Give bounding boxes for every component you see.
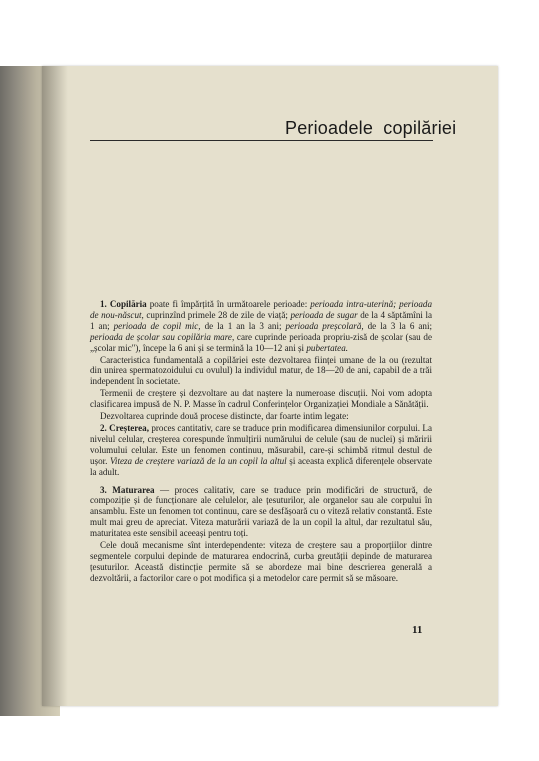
paragraph-dezvoltarea: Dezvoltarea cuprinde două procese distincte, dar foarte intim legate:: [100, 411, 349, 422]
emphasis-text: perioada de copil mic,: [113, 320, 201, 331]
page-number: 11: [412, 624, 423, 636]
paragraph-text: — proces calitativ, care se traduce prin modificări de structură, de compoziție și de funcționare ale celulelor, ale țesuturilor, ale organelor sau ale corpului în ansamblu. Este un fenomen tot continuu, care se desfășoară cu o viteză relativ constantă. Este mult mai greu de apreciat. Viteza maturării variază de la un copil la altul, dar rezultatul său, maturitatea este sensibil aceeași pentru toți.: [90, 484, 432, 539]
emphasis-text: perioada preșcolară,: [285, 320, 364, 331]
paragraph-mecanisme: Cele două mecanisme sînt interdependente: viteza de creștere sau a proporțiilor dintre segmentele corpului depinde de maturarea endocrină, curba greutății depinde de maturarea țesuturilor. Această distincție permite să se abordeze mai bine descrierea generală a dezvoltării, a factorilor care o pot modifica și a metodelor care permit să se măsoare.: [90, 540, 432, 583]
paragraph-text: poate fi împărțită în următoarele perioade:: [146, 299, 311, 309]
paragraph-text: de la 3 la 6 ani;: [363, 320, 432, 331]
paragraph-text: de la 4 săptămîni la 1 an;: [90, 309, 433, 331]
paragraph-text: și aceasta explică diferențele observate la adult.: [90, 455, 432, 477]
emphasis-text: pubertatea.: [306, 342, 349, 353]
section-heading: 1. Copilăria: [100, 299, 147, 309]
paragraph-maturarea: [90, 485, 432, 540]
paragraph-text: care cuprinde perioada propriu-zisă de școlar (sau de „școlar mic"), începe la 6 ani și se termină la 10—12 ani și: [90, 331, 432, 353]
title-underline: [90, 140, 433, 141]
paragraph-termenii: Termenii de creștere și dezvoltare au dat naștere la numeroase discuții. Noi vom adopta clasificarea impusă de N. P. Masse în cadrul Conferințelor Organizației Mondiale a Sănătății.: [90, 388, 432, 410]
paragraph-text: de la 1 an la 3 ani;: [200, 320, 286, 331]
page-gutter-shadow: [42, 66, 68, 706]
section-heading: 2. Creșterea,: [100, 422, 149, 433]
body-text: [90, 292, 432, 585]
emphasis-text: Viteza de creștere variază de la un copil la altul: [110, 455, 287, 466]
page-title: Perioadele copilăriei: [285, 118, 457, 138]
section-heading: 3. Maturarea: [100, 484, 155, 495]
paragraph-caracteristica: Caracteristica fundamentală a copilăriei este dezvoltarea ființei umane de la ou (rezultat din unirea spermatozoidului cu ovulul) la individul matur, de 18—20 de ani, capabil de a trăi independent în societate.: [90, 354, 432, 387]
paragraph-copilaria: [90, 299, 432, 354]
emphasis-text: perioada de școlar sau copilăria mare,: [90, 331, 235, 342]
paragraph-text: cuprinzînd primele 28 de zile de viață;: [143, 309, 291, 320]
emphasis-text: perioada intra-uterină; perioada de nou-născut,: [90, 299, 433, 320]
emphasis-text: perioada de sugar: [290, 309, 358, 320]
paragraph-cresterea: [90, 423, 432, 478]
paragraph-text: proces cantitativ, care se traduce prin modificarea dimensiunilor corpului. La nivelul celular, creșterea corespunde înmulțirii numărului de celule (sau de nuclei) și măririi volumului celular. Este un fenomen continuu, măsurabil, care-și schimbă ritmul destul de ușor.: [90, 422, 432, 466]
